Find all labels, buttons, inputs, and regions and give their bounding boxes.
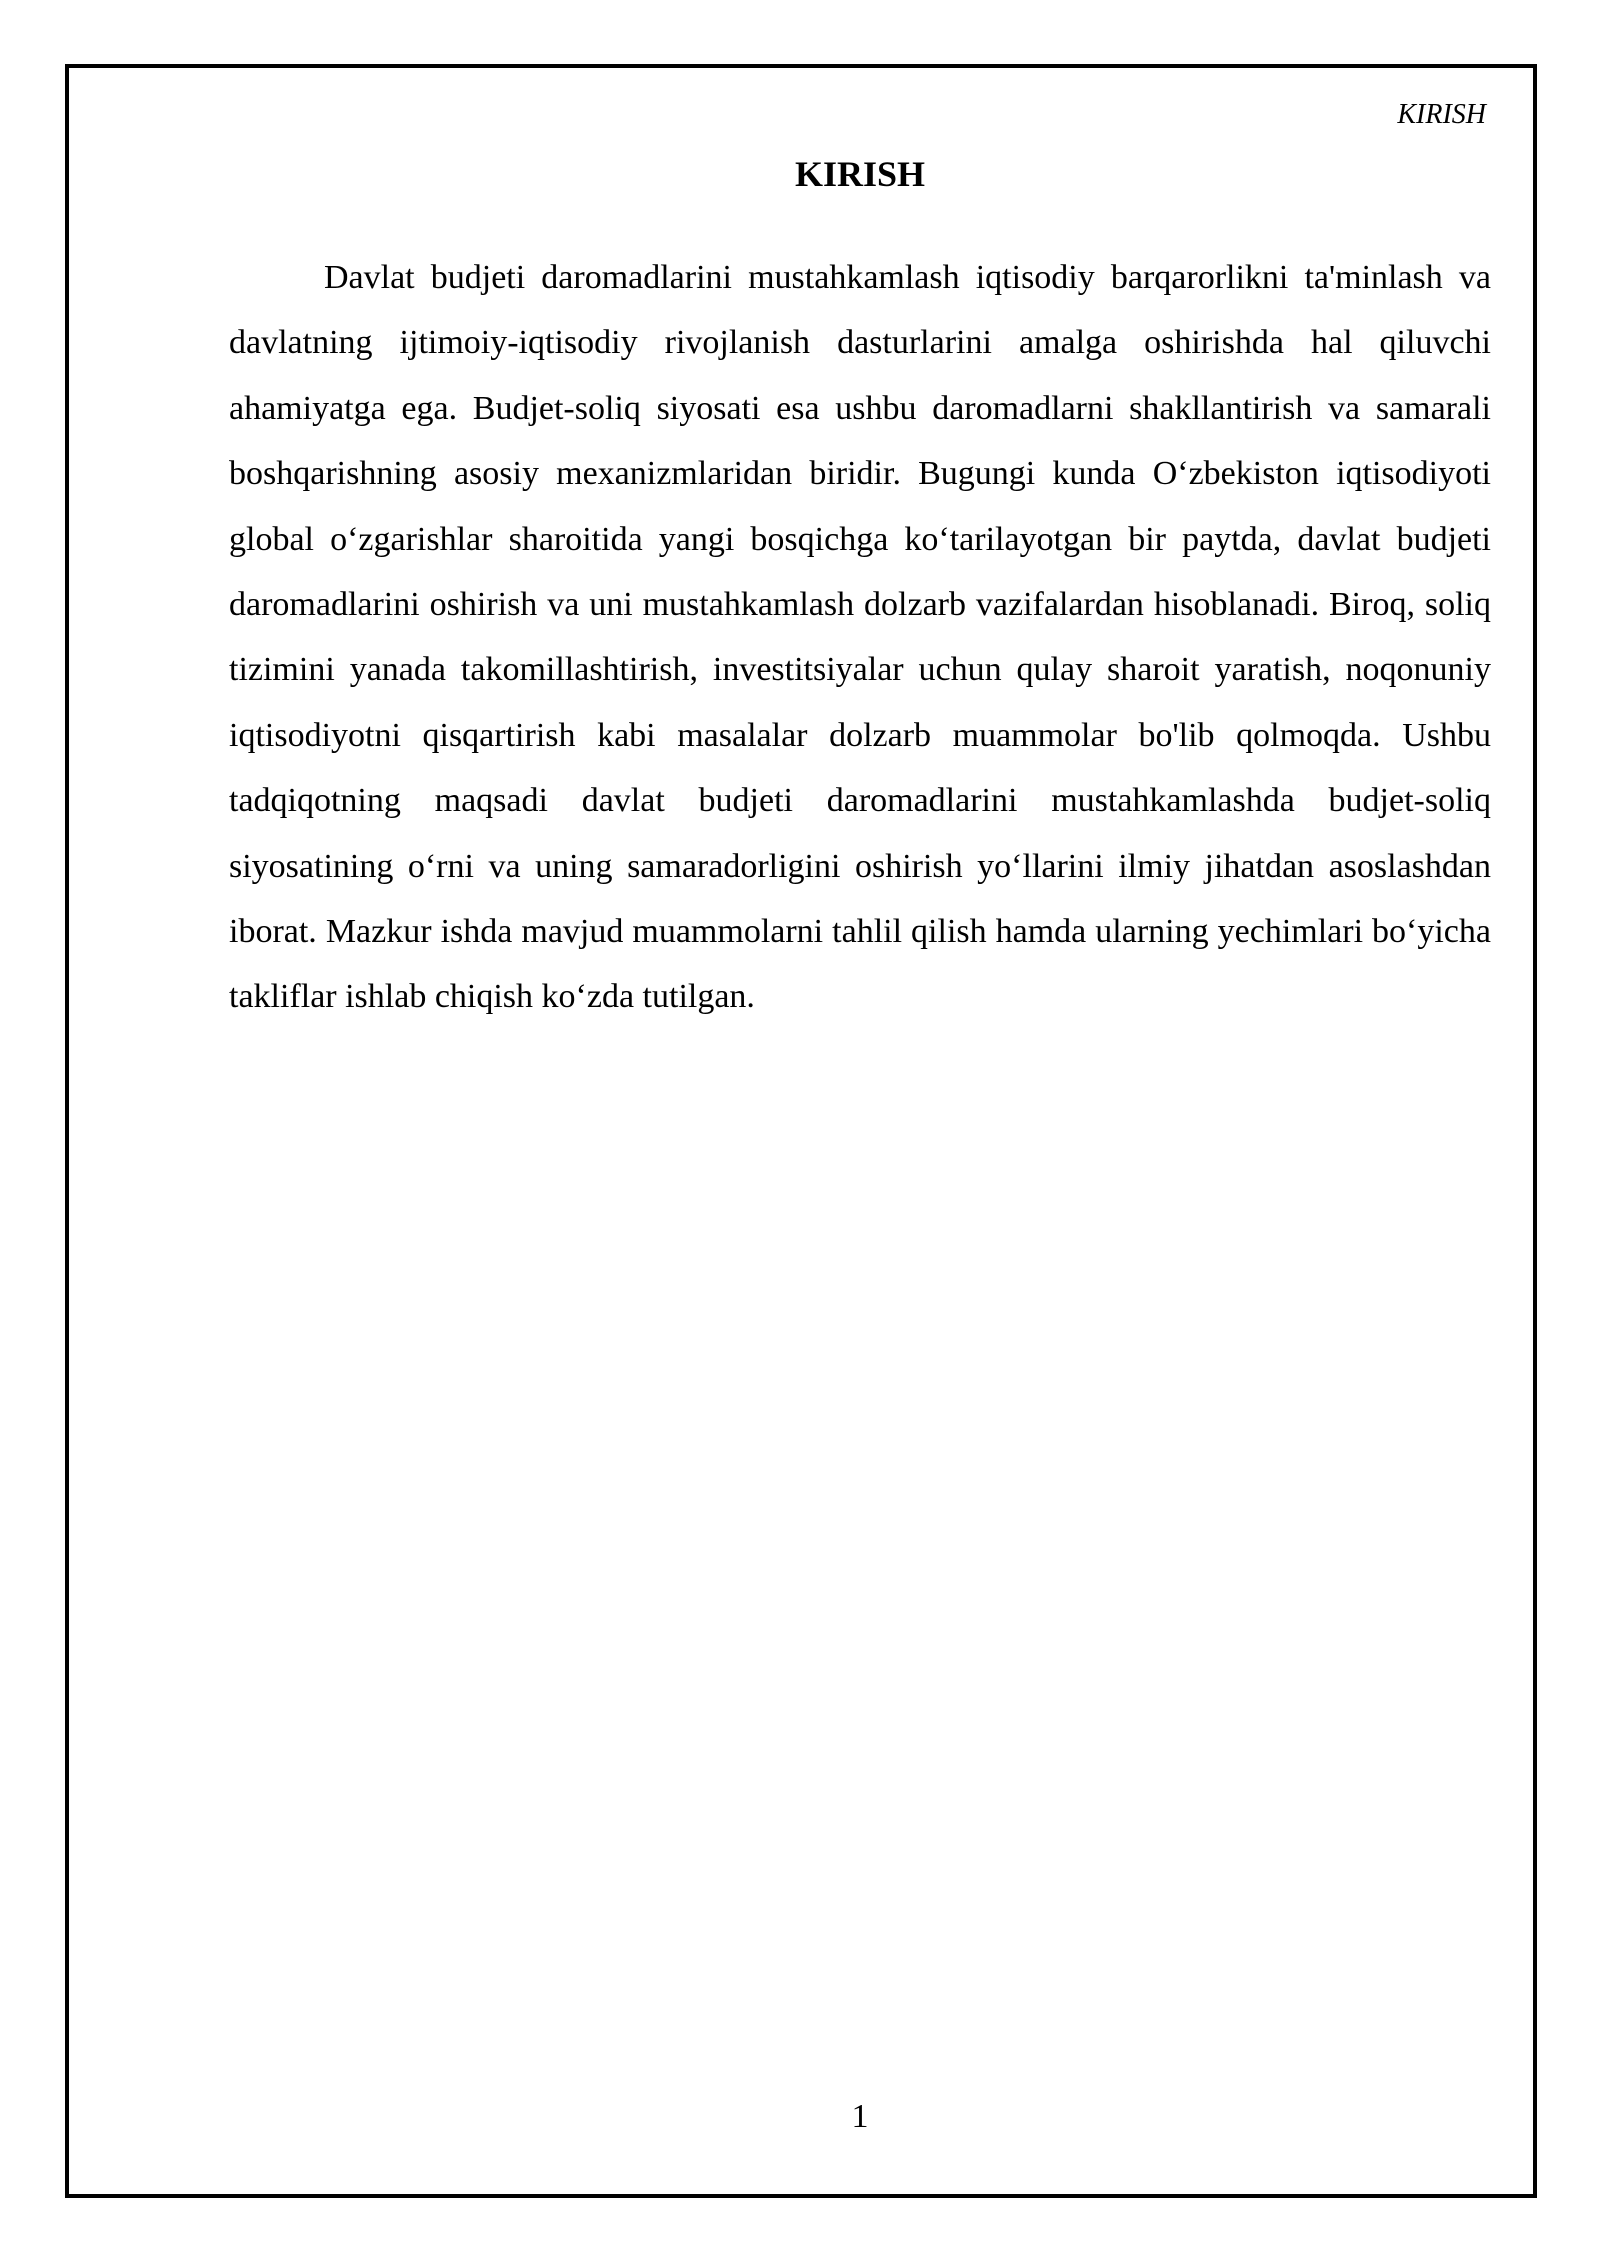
page-title: KIRISH	[794, 154, 926, 194]
running-header: KIRISH	[1397, 99, 1486, 130]
body-paragraph: Davlat budjeti daromadlarini mustahkamlash iqtisodiy barqarorlikni ta'minlash va davlatning ijtimoiy-iqtisodiy rivojlanish dasturlarini amalga oshirishda hal qiluvchi ahamiyatga ega. Budjet-soliq siyosati esa ushbu daromadlarni shakllantirish va samarali boshqarishning asosiy mexanizmlaridan biridir. Bugungi kunda O‘zbekiston iqtisodiyoti global o‘zgarishlar sharoitida yangi bosqichga ko‘tarilayotgan bir paytda, davlat budjeti daromadlarini oshirish va uni mustahkamlash dolzarb vazifalardan hisoblanadi. Biroq, soliq tizimini yanada takomillashtirish, investitsiyalar uchun qulay sharoit yaratish, noqonuniy iqtisodiyotni qisqartirish kabi masalalar dolzarb muammolar bo'lib qolmoqda. Ushbu tadqiqotning maqsadi davlat budjeti daromadlarini mustahkamlashda budjet-soliq siyosatining o‘rni va uning samaradorligini oshirish yo‘llarini ilmiy jihatdan asoslashdan iborat. Mazkur ishda mavjud muammolarni tahlil qilish hamda ularning yechimlari bo‘yicha takliflar ishlab chiqish ko‘zda tutilgan.	[229, 259, 1491, 1016]
page-number: 1	[851, 2098, 869, 2135]
